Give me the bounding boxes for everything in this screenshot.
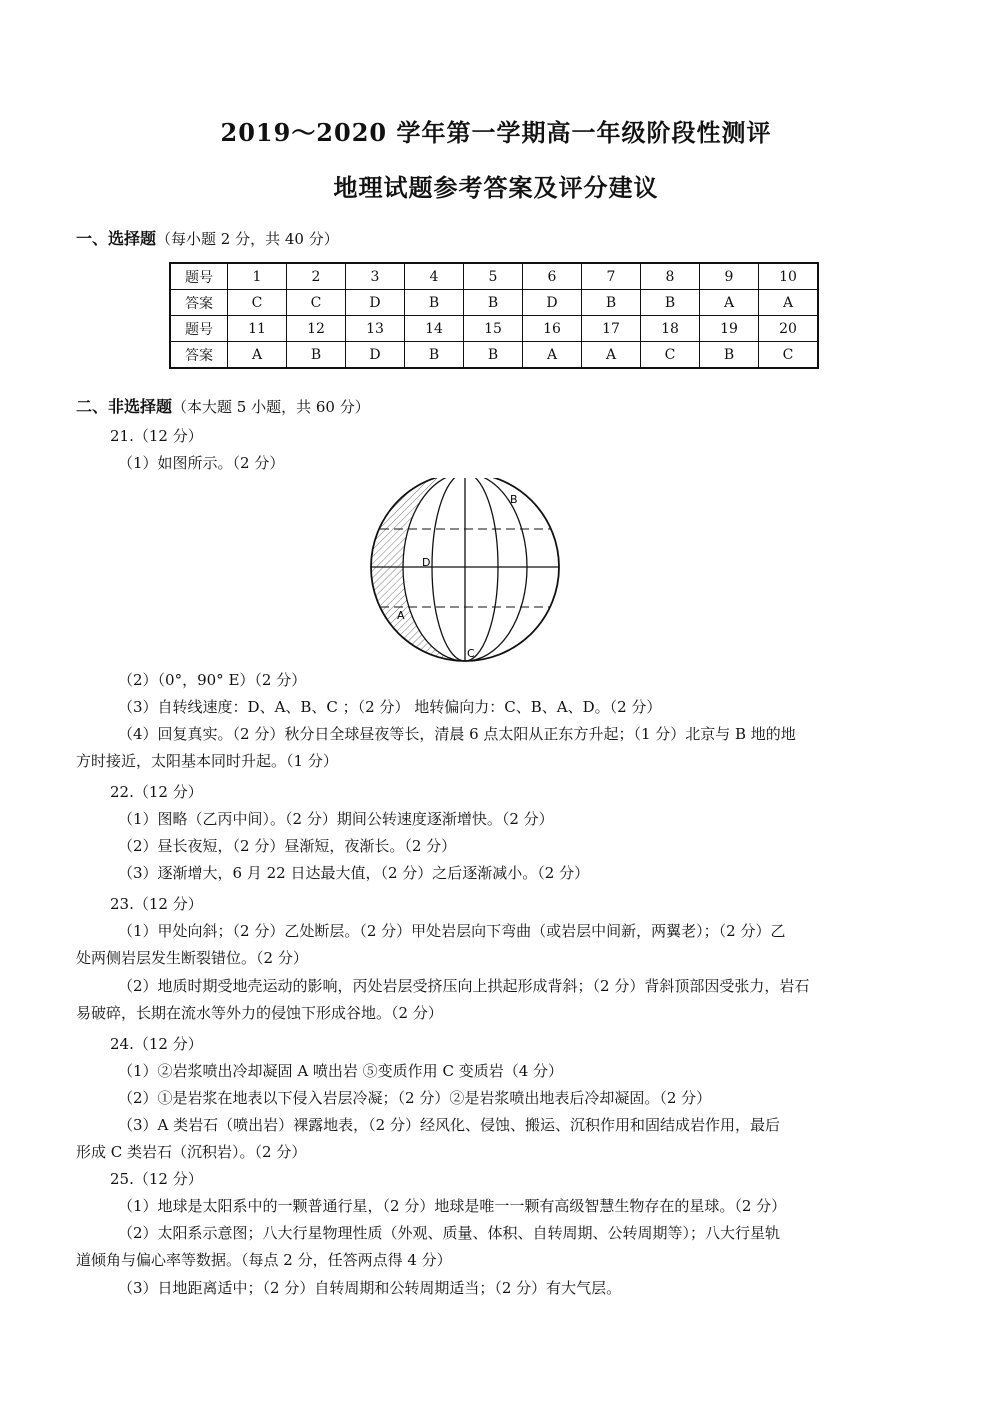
answer-cell: D bbox=[346, 290, 405, 316]
q21-heading: 21.（12 分） bbox=[110, 427, 203, 445]
q23-part1-line1: （1）甲处向斜；（2 分）乙处断层。（2 分）甲处岩层向下弯曲（或岩层中间新，两翼老）；（2 分）乙 bbox=[118, 922, 786, 940]
title-line-2: 地理试题参考答案及评分建议 bbox=[333, 173, 659, 202]
question-number: 16 bbox=[523, 316, 582, 342]
point-label-c: C bbox=[467, 647, 475, 660]
globe-diagram bbox=[366, 478, 566, 668]
section1-heading-row bbox=[76, 226, 339, 249]
q24-part2: （2）①是岩浆在地表以下侵入岩层冷凝；（2 分）②是岩浆喷出地表后冷却凝固。（2 分） bbox=[118, 1089, 712, 1107]
q23-part1-line2: 处两侧岩层发生断裂错位。（2 分） bbox=[76, 949, 308, 967]
section1-note: （每小题 2 分，共 40 分） bbox=[156, 230, 339, 248]
answer-cell: B bbox=[641, 290, 700, 316]
question-number: 20 bbox=[759, 316, 819, 342]
answer-cell: A bbox=[582, 342, 641, 369]
table-row bbox=[170, 342, 818, 369]
answer-cell: C bbox=[641, 342, 700, 369]
q23-part2-line1: （2）地质时期受地壳运动的影响，丙处岩层受挤压向上拱起形成背斜；（2 分）背斜顶部因受张力，岩石 bbox=[118, 977, 810, 995]
q21-part4-line1: （4）回复真实。（2 分）秋分日全球昼夜等长，清晨 6 点太阳从正东方升起；（1 分）北京与 B 地的地 bbox=[118, 725, 796, 743]
question-number: 11 bbox=[228, 316, 287, 342]
q24-part1: （1）②岩浆喷出冷却凝固 A 喷出岩 ⑤变质作用 C 变质岩（4 分） bbox=[118, 1062, 564, 1080]
answer-cell: D bbox=[523, 290, 582, 316]
question-number: 6 bbox=[523, 263, 582, 290]
answer-cell: B bbox=[464, 342, 523, 369]
answer-cell: B bbox=[405, 290, 464, 316]
answer-cell: A bbox=[759, 290, 819, 316]
q25-part2-line1: （2）太阳系示意图；八大行星物理性质（外观、质量、体积、自转周期、公转周期等）；八大行星轨 bbox=[118, 1224, 781, 1242]
section2-heading-row bbox=[76, 394, 370, 417]
point-label-d: D bbox=[422, 556, 431, 569]
question-number: 13 bbox=[346, 316, 405, 342]
q21-part4-line2: 方时接近，太阳基本同时升起。（1 分） bbox=[76, 752, 338, 770]
question-number: 3 bbox=[346, 263, 405, 290]
q22-part2: （2）昼长夜短，（2 分）昼渐短，夜渐长。（2 分） bbox=[118, 837, 457, 855]
table-row bbox=[170, 316, 818, 342]
q22-part3: （3）逐渐增大，6 月 22 日达最大值，（2 分）之后逐渐减小。（2 分） bbox=[118, 864, 590, 882]
table-row bbox=[170, 263, 818, 290]
q25-part2-line2: 道倾角与偏心率等数据。（每点 2 分，任答两点得 4 分） bbox=[76, 1251, 452, 1269]
answer-cell: C bbox=[759, 342, 819, 369]
answer-table bbox=[169, 262, 819, 369]
question-number: 9 bbox=[700, 263, 759, 290]
answer-cell: C bbox=[228, 290, 287, 316]
q21-part1: （1）如图所示。（2 分） bbox=[118, 454, 285, 472]
question-number: 15 bbox=[464, 316, 523, 342]
question-number: 12 bbox=[287, 316, 346, 342]
row-label-question: 题号 bbox=[170, 263, 228, 290]
q23-heading: 23.（12 分） bbox=[110, 895, 203, 913]
section2-note: （本大题 5 小题，共 60 分） bbox=[172, 398, 370, 416]
question-number: 5 bbox=[464, 263, 523, 290]
row-label-answer: 答案 bbox=[170, 290, 228, 316]
answer-cell: A bbox=[523, 342, 582, 369]
question-number: 7 bbox=[582, 263, 641, 290]
answer-cell: B bbox=[287, 342, 346, 369]
question-number: 14 bbox=[405, 316, 464, 342]
question-number: 8 bbox=[641, 263, 700, 290]
point-label-b: B bbox=[510, 493, 518, 506]
answer-cell: B bbox=[405, 342, 464, 369]
point-label-a: A bbox=[397, 609, 405, 622]
q24-part3-line2: 形成 C 类岩石（沉积岩）。（2 分） bbox=[76, 1143, 307, 1161]
q21-part2: （2）（0°，90° E）（2 分） bbox=[118, 671, 307, 689]
q25-part1: （1）地球是太阳系中的一颗普通行星，（2 分）地球是唯一一颗有高级智慧生物存在的星球。（2 分） bbox=[118, 1197, 787, 1215]
q22-part1: （1）图略（乙丙中间）。（2 分）期间公转速度逐渐增快。（2 分） bbox=[118, 810, 554, 828]
q23-part2-line2: 易破碎，长期在流水等外力的侵蚀下形成谷地。（2 分） bbox=[76, 1004, 443, 1022]
q25-part3: （3）日地距离适中；（2 分）自转周期和公转周期适当；（2 分）有大气层。 bbox=[118, 1279, 622, 1297]
q22-heading: 22.（12 分） bbox=[110, 783, 203, 801]
question-number: 1 bbox=[228, 263, 287, 290]
answer-cell: A bbox=[228, 342, 287, 369]
answer-cell: D bbox=[346, 342, 405, 369]
q24-heading: 24.（12 分） bbox=[110, 1035, 203, 1053]
q21-part3: （3）自转线速度：D、A、B、C ；（2 分） 地转偏向力：C、B、A、D。（2 分） bbox=[118, 698, 662, 716]
section1-heading: 一、选择题 bbox=[76, 229, 157, 248]
question-number: 18 bbox=[641, 316, 700, 342]
question-number: 10 bbox=[759, 263, 819, 290]
question-number: 19 bbox=[700, 316, 759, 342]
answer-cell: B bbox=[464, 290, 523, 316]
title-line-1: 2019～2020 学年第一学期高一年级阶段性测评 bbox=[220, 118, 772, 147]
row-label-question: 题号 bbox=[170, 316, 228, 342]
question-number: 2 bbox=[287, 263, 346, 290]
answer-cell: B bbox=[582, 290, 641, 316]
answer-cell: A bbox=[700, 290, 759, 316]
answer-cell: C bbox=[287, 290, 346, 316]
q24-part3-line1: （3）A 类岩石（喷出岩）裸露地表，（2 分）经风化、侵蚀、搬运、沉积作用和固结成岩作用，最后 bbox=[118, 1116, 780, 1134]
section2-heading: 二、非选择题 bbox=[76, 397, 173, 416]
question-number: 4 bbox=[405, 263, 464, 290]
row-label-answer: 答案 bbox=[170, 342, 228, 369]
answer-cell: B bbox=[700, 342, 759, 369]
table-row bbox=[170, 290, 818, 316]
q25-heading: 25.（12 分） bbox=[110, 1170, 203, 1188]
question-number: 17 bbox=[582, 316, 641, 342]
